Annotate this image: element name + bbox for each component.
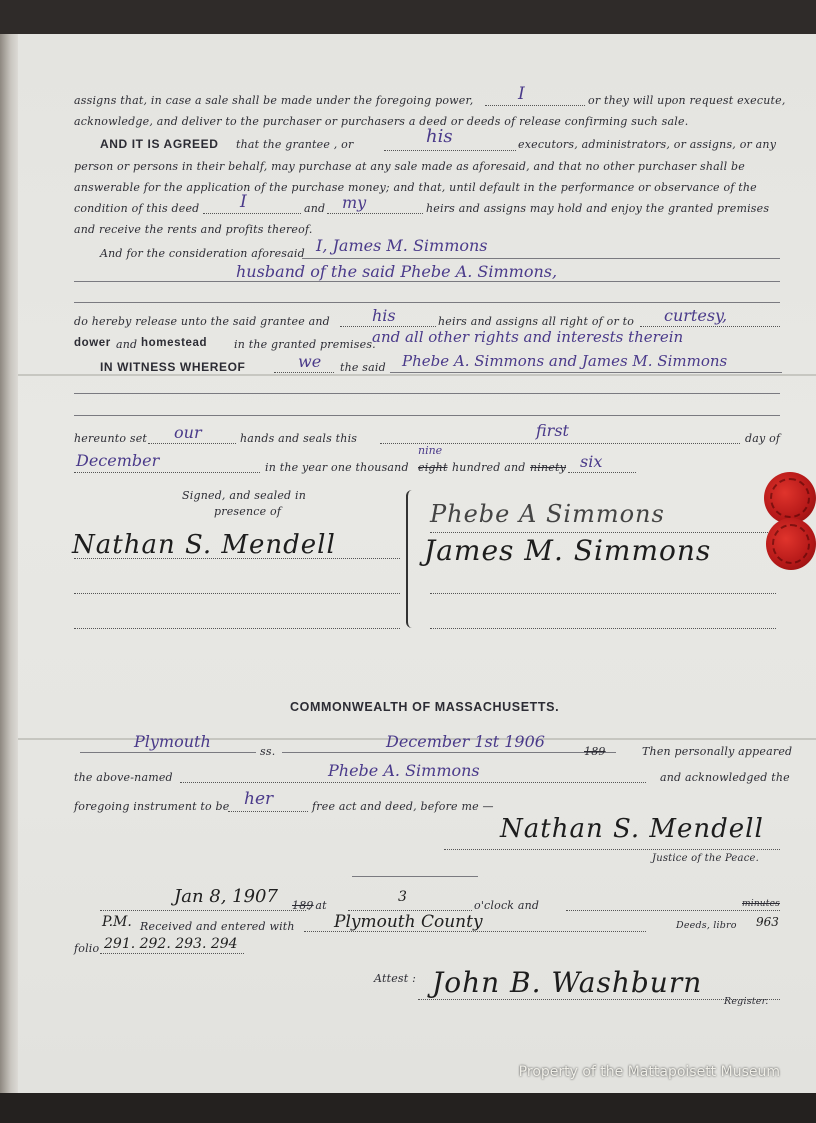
signature-rule [74,593,400,594]
fill-rule [203,213,301,214]
deed-bold-text: IN WITNESS WHEREOF [100,360,246,374]
fill-rule [74,393,780,394]
fill-rule [640,326,780,327]
struck-text: minutes [742,899,780,909]
fill-rule [228,811,308,812]
struck-text: ninety [530,461,567,474]
deed-text: in the granted premises. [234,338,376,351]
struck-text: 189 [292,899,314,912]
handwritten-entry: nine [418,444,443,457]
fill-rule [100,953,244,954]
signature-rule [74,628,400,629]
handwritten-entry: I [518,84,525,104]
signature-phebe: Phebe A Simmons [430,500,665,528]
handwritten-entry: Plymouth County [334,912,483,932]
fill-rule [74,281,780,282]
handwritten-entry: his [372,306,396,325]
deed-text: hundred and [452,461,526,474]
deed-text: ss. [260,745,276,758]
deed-text: hereunto set [74,432,148,445]
deed-text: person or persons in their behalf, may purchase at any sale made as aforesaid, and that no other purchaser shall be [74,160,745,173]
handwritten-entry: our [174,423,202,442]
handwritten-entry: December [76,451,160,470]
handwritten-entry: Jan 8, 1907 [174,886,278,907]
fill-rule [80,752,256,753]
deed-text: do hereby release unto the said grantee and [74,315,330,328]
fill-rule [340,326,436,327]
deed-text: , at [308,899,327,912]
fill-rule [74,472,260,473]
struck-text: 189 [584,745,606,758]
deed-text: heirs and assigns may hold and enjoy the granted premises [426,202,770,215]
signature-rule [430,593,776,594]
handwritten-entry: 963 [756,915,779,929]
scan-top-border [0,0,816,34]
deed-text: free act and deed, before me — [312,800,494,813]
deed-text: the above-named [74,771,173,784]
fill-rule [327,213,423,214]
deed-text: that the grantee , or [236,138,354,151]
wax-seal [764,472,816,524]
signature-rule [444,849,780,850]
handwritten-entry: my [342,193,367,212]
handwritten-entry: December 1st 1906 [386,732,545,751]
fill-rule [148,443,236,444]
justice-signature: Nathan S. Mendell [500,814,764,844]
fill-rule [384,150,516,151]
handwritten-entry: first [536,421,569,440]
fill-rule [302,258,780,259]
fill-rule [348,910,472,911]
fill-rule [566,910,780,911]
handwritten-entry: P.M. [102,914,132,930]
signature-rule [430,532,776,533]
deed-bold-text: homestead [141,337,208,349]
deed-text: Attest : [374,972,416,985]
deed-bold-text: dower [74,337,111,349]
handwritten-entry: her [244,789,274,809]
handwritten-entry: husband of the said Phebe A. Simmons, [236,262,558,281]
deed-text: heirs and assigns all right of or to [438,315,635,328]
deed-text: Deeds, libro [676,920,737,931]
deed-text: acknowledge, and deliver to the purchaser or purchasers a deed or deeds of release confirming such sale. [74,115,689,128]
register-signature: John B. Washburn [432,966,703,999]
handwritten-entry: 291. 292. 293. 294 [104,936,238,952]
fill-rule [485,105,585,106]
struck-text: eight [418,461,448,474]
deed-text: and [116,338,138,351]
handwritten-entry: curtesy, [664,306,728,325]
fold-line [18,374,816,376]
deed-bold-text: AND IT IS AGREED [100,137,219,151]
handwritten-entry: Phebe A. Simmons [328,761,480,780]
deed-text: And for the consideration aforesaid [100,247,305,260]
handwritten-entry: six [580,452,603,471]
signature-rule [74,558,400,559]
fill-rule [180,782,646,783]
deed-text: Received and entered with [140,920,295,933]
paper-left-edge [0,34,18,1093]
deed-text: foregoing instrument to be [74,800,230,813]
handwritten-entry: I [240,192,247,212]
deed-text: folio [74,942,100,955]
signature-rule [430,628,776,629]
fill-rule [282,752,616,753]
handwritten-entry: and all other rights and interests therein [372,328,684,346]
register-title: Register. [724,996,769,1007]
deed-text: executors, administrators, or assigns, or any [518,138,777,151]
fill-rule [74,415,780,416]
fill-rule [568,472,636,473]
deed-text: hands and seals this [240,432,358,445]
fill-rule [274,372,334,373]
signing-label: Signed, and sealed in [182,489,306,502]
deed-text: and [304,202,326,215]
deed-text: the said [340,361,386,374]
handwritten-entry: I, James M. Simmons [316,236,488,255]
deed-text: condition of this deed [74,202,200,215]
handwritten-entry: Plymouth [134,732,211,751]
handwritten-entry: we [298,352,322,371]
witness-signature: Nathan S. Mendell [72,530,336,560]
museum-watermark: Property of the Mattapoisett Museum [518,1064,780,1080]
deed-text: or they will upon request execute, [588,94,786,107]
fill-rule [390,372,782,373]
fill-rule [100,910,306,911]
deed-text: and receive the rents and profits thereof. [74,223,313,236]
deed-text: day of [745,432,781,445]
separator-rule [352,876,478,877]
deed-text: o'clock and [474,899,540,912]
acknowledgment-heading: COMMONWEALTH OF MASSACHUSETTS. [290,700,560,714]
deed-text: and acknowledged the [660,771,790,784]
handwritten-entry: his [426,126,453,147]
signature-brace [406,490,418,628]
scan-bottom-border [0,1093,816,1123]
deed-text: assigns that, in case a sale shall be made under the foregoing power, [74,94,474,107]
signature-james: James M. Simmons [424,534,712,567]
deed-text: in the year one thousand [265,461,409,474]
signing-label: presence of [214,505,282,518]
handwritten-entry: 3 [398,889,407,905]
handwritten-entry: Phebe A. Simmons and James M. Simmons [402,352,728,370]
fill-rule [74,302,780,303]
deed-text: answerable for the application of the purchase money; and that, until default in the performance or observance of the [74,181,757,194]
wax-seal [766,518,816,570]
deed-text: Then personally appeared [642,745,793,758]
justice-title: Justice of the Peace. [652,853,760,864]
